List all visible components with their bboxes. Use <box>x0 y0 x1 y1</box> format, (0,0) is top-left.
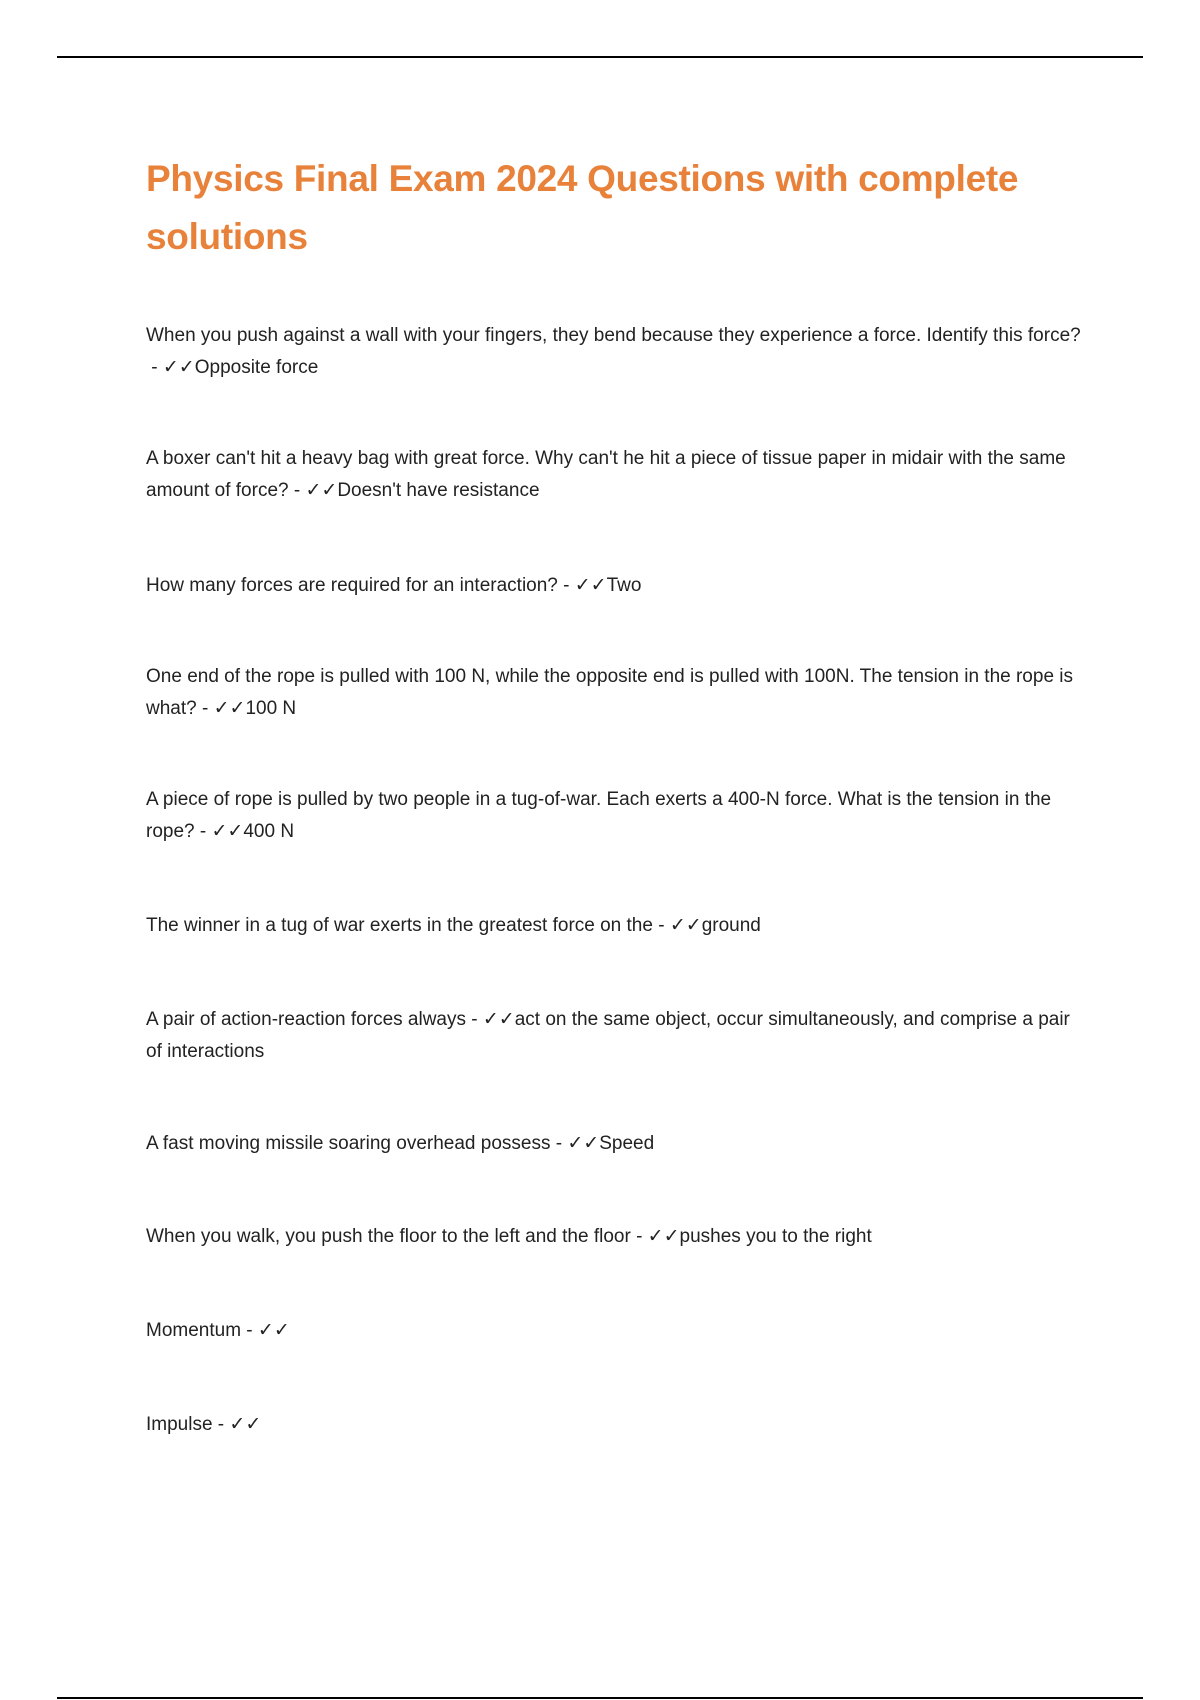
qa-item <box>146 320 1086 384</box>
check-separator: - ✓✓ <box>630 1226 680 1247</box>
answer-text: 100 N <box>245 698 297 719</box>
check-separator: - ✓✓ <box>212 1414 262 1435</box>
document-title: Physics Final Exam 2024 Questions with complete solutions <box>146 158 1019 257</box>
answer-text: ground <box>701 915 761 936</box>
question-text: When you push against a wall with your fingers, they bend because they experience a force. Identify this force? <box>146 325 1081 346</box>
qa-item <box>146 784 1086 848</box>
question-text: A boxer can't hit a heavy bag with great force. Why can't he hit a piece of tissue paper in midair with the same amount of force? <box>146 448 1066 501</box>
answer-text: Opposite force <box>194 357 319 378</box>
qa-item <box>146 1409 1086 1441</box>
question-text: A fast moving missile soaring overhead possess <box>146 1133 551 1154</box>
answer-text: act on the same object, occur simultaneously, and comprise a pair of interactions <box>146 1009 1070 1062</box>
qa-item <box>146 570 1086 602</box>
answer-text: Doesn't have resistance <box>337 480 540 501</box>
question-text: A pair of action-reaction forces always <box>146 1009 466 1030</box>
question-text: How many forces are required for an interaction? <box>146 575 558 596</box>
check-separator: - ✓✓ <box>146 357 195 378</box>
check-separator: - ✓✓ <box>194 821 244 842</box>
question-text: The winner in a tug of war exerts in the greatest force on the <box>146 915 653 936</box>
qa-item <box>146 661 1086 725</box>
question-text: When you walk, you push the floor to the left and the floor <box>146 1226 631 1247</box>
question-text: Momentum <box>146 1320 242 1341</box>
bottom-rule <box>57 1697 1143 1699</box>
answer-text: 400 N <box>243 821 295 842</box>
document-body <box>146 150 1086 1435</box>
check-separator: - ✓✓ <box>557 575 607 596</box>
qa-item <box>146 1128 1086 1160</box>
check-separator: - ✓✓ <box>550 1133 600 1154</box>
question-text: Impulse <box>146 1414 213 1435</box>
qa-item <box>146 1315 1086 1347</box>
check-separator: - ✓✓ <box>241 1320 290 1341</box>
qa-item <box>146 1221 1086 1253</box>
answer-text: pushes you to the right <box>679 1226 872 1247</box>
question-text: One end of the rope is pulled with 100 N, while the opposite end is pulled with 100N. The tension in the rope is what? <box>146 666 1074 719</box>
qa-item <box>146 1004 1086 1068</box>
check-separator: - ✓✓ <box>196 698 246 719</box>
question-text: A piece of rope is pulled by two people in a tug-of-war. Each exerts a 400-N force. What is the tension in the rope? <box>146 789 1052 842</box>
answer-text: Two <box>606 575 642 596</box>
qa-item <box>146 443 1086 507</box>
qa-item <box>146 910 1086 942</box>
check-separator: - ✓✓ <box>652 915 702 936</box>
check-separator: - ✓✓ <box>288 480 338 501</box>
answer-text: Speed <box>599 1133 655 1154</box>
check-separator: - ✓✓ <box>466 1009 515 1030</box>
top-rule <box>57 56 1143 58</box>
